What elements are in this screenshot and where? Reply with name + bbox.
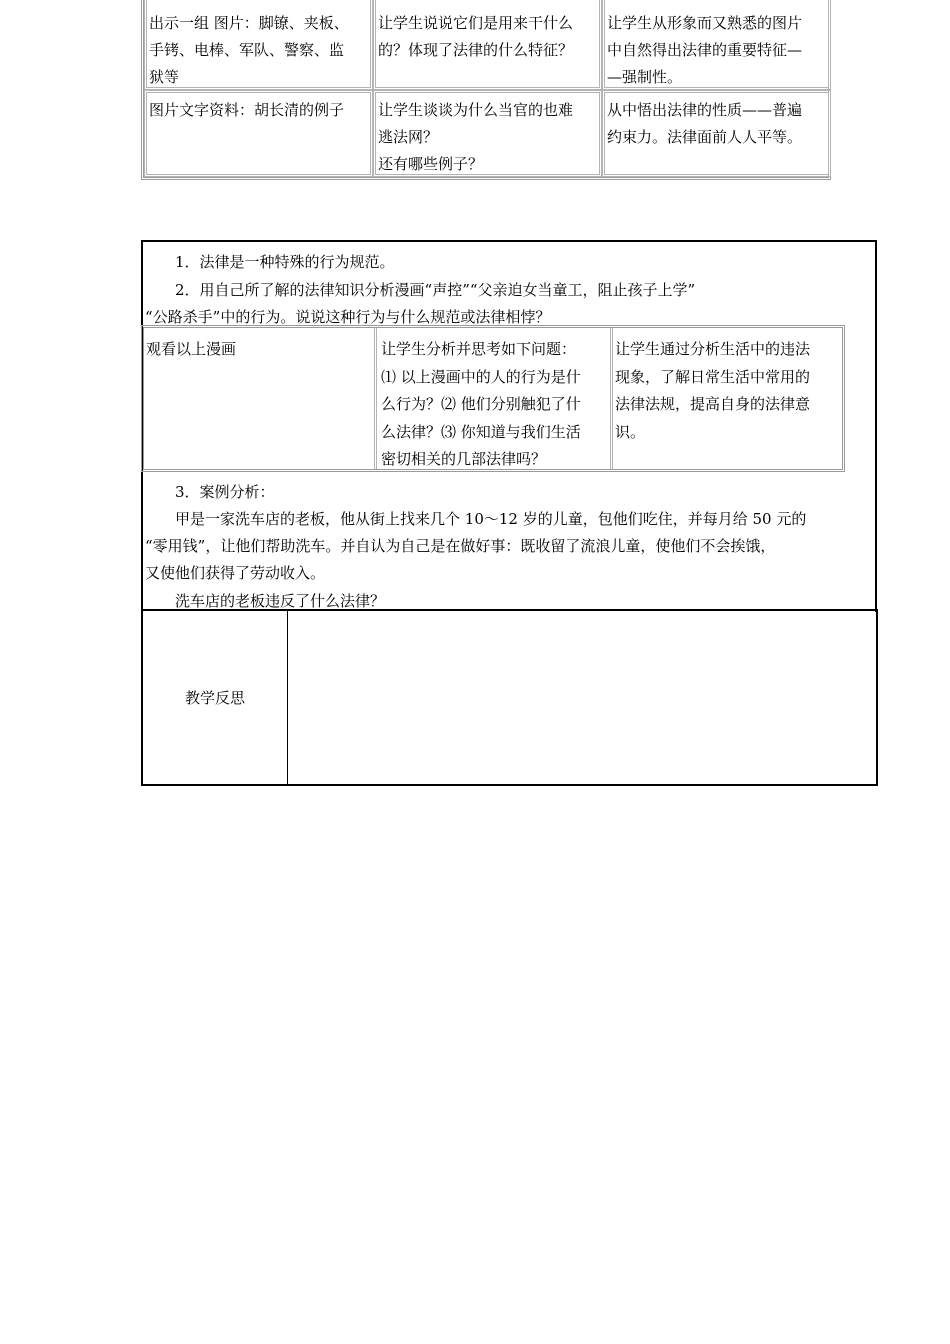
cell-line: 观看以上漫画 [146,340,237,358]
cell-line: 狱等 [149,68,180,86]
table-cell [144,90,373,177]
cell-line: 让学生谈谈为什么当官的也难 [378,101,574,119]
teaching-reflection-table [141,609,878,786]
table-cell [602,0,831,90]
cell-line: 让学生从形象而又熟悉的图片 [607,14,803,32]
cell-line: 的？体现了法律的什么特征？ [378,41,574,59]
cell-line: 让学生说说它们是用来干什么 [378,14,574,32]
cell-line: 么行为？⑵ 他们分别触犯了什 [381,395,581,413]
reflection-label: 教学反思 [184,689,245,707]
cell-line: 手铐、电棒、军队、警察、监 [149,41,345,59]
reflection-content [293,619,868,776]
cell-line: 从中悟出法律的性质——普遍 [607,101,803,119]
table-cell [144,328,377,469]
item-2-text-line2: “公路杀手”中的行为。说说这种行为与什么规范或法律相悖？ [145,308,551,326]
item-1-text: 1．法律是一种特殊的行为规范。 [175,253,395,271]
cell-line: 识。 [615,422,646,441]
case-question: 洗车店的老板违反了什么法律？ [175,592,386,610]
case-text-line1: 甲是一家洗车店的老板，他从街上找来几个 10～12 岁的儿童，包他们吃住，并每月给 50 元的 [175,510,807,528]
table-divider [287,611,288,784]
cell-line: 让学生通过分析生活中的违法 [615,340,811,358]
item-3-text: 3．案例分析： [175,483,275,501]
cell-line: 逃法网？ [378,128,439,146]
table-cell [373,0,602,90]
table-cell [374,328,610,469]
cell-line: 现象，了解日常生活中常用的 [615,367,811,386]
cell-line: 让学生分析并思考如下问题： [381,340,577,358]
cell-line: 约束力。法律面前人人平等。 [607,128,803,146]
table-cell [373,90,602,177]
case-text-line2: “零用钱”，让他们帮助洗车。并自认为自己是在做好事：既收留了流浪儿童，使他们不会挨饿， [145,537,776,555]
lesson-table-top [141,0,831,180]
table-cell [602,90,831,177]
table-cell [144,0,373,90]
cartoon-activity-table [141,325,845,472]
cell-line: ⑴ 以上漫画中的人的行为是什 [381,367,581,386]
item-2-text-line1: 2．用自己所了解的法律知识分析漫画“声控”“父亲迫女当童工，阻止孩子上学” [175,281,696,299]
cell-line: 法律法规，提高自身的法律意 [615,395,811,413]
cell-line: —强制性。 [607,68,683,86]
cell-line: 么法律？⑶ 你知道与我们生活 [381,422,581,441]
cell-line: 还有哪些例子？ [378,155,484,173]
cell-line: 出示一组 图片：脚镣、夹板、 [149,14,349,32]
table-cell [610,328,842,469]
cell-line: 图片文字资料：胡长清的例子 [149,101,345,119]
case-text-line3: 又使他们获得了劳动收入。 [145,564,326,582]
cell-line: 中自然得出法律的重要特征— [607,41,803,59]
cell-line: 密切相关的几部法律吗？ [381,450,547,468]
